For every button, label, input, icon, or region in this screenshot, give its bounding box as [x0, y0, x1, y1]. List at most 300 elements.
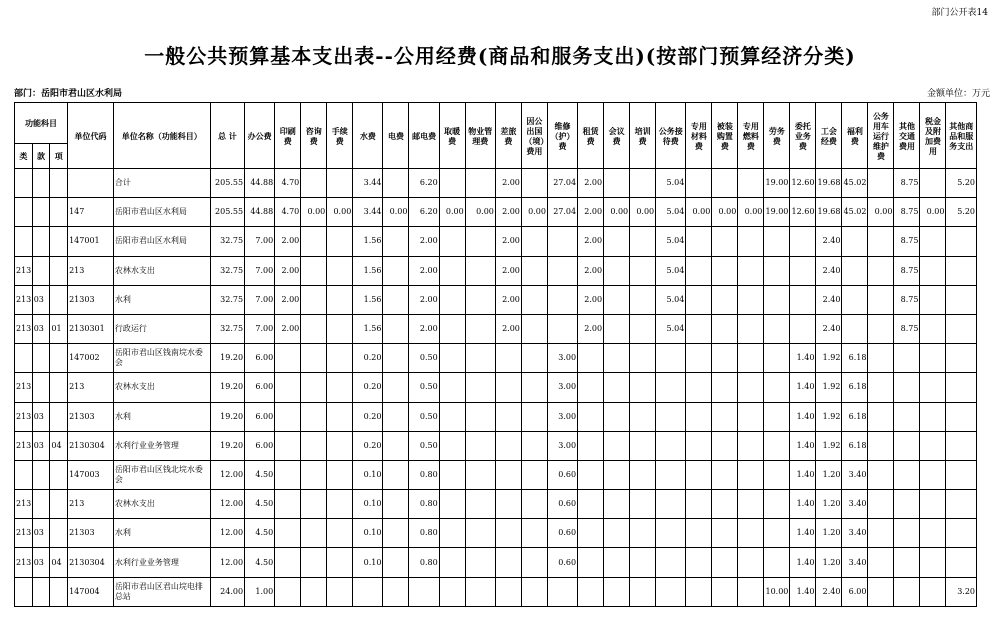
cell-value — [521, 227, 547, 256]
cell-value — [327, 373, 353, 402]
cell-value — [712, 344, 738, 373]
cell-value: 1.92 — [816, 344, 842, 373]
cell-value — [547, 227, 577, 256]
cell-value — [301, 344, 327, 373]
cell-value — [495, 344, 521, 373]
cell-value: 2.00 — [409, 314, 439, 343]
cell-value — [604, 577, 630, 606]
cell-value — [894, 460, 920, 489]
header-col: 税金及附加费用 — [920, 103, 946, 169]
cell-value — [868, 169, 894, 198]
header-col: 租赁费 — [578, 103, 604, 169]
cell-value — [547, 577, 577, 606]
cell-value — [712, 490, 738, 519]
cell-value: 1.56 — [353, 285, 383, 314]
cell-value: 3.00 — [547, 402, 577, 431]
cell-xiang: 04 — [50, 431, 68, 460]
header-col: 被装购置费 — [712, 103, 738, 169]
cell-value — [946, 519, 977, 548]
cell-value — [686, 431, 712, 460]
cell-value — [946, 285, 977, 314]
table-row — [15, 373, 977, 402]
table-row — [15, 431, 977, 460]
cell-lei — [15, 198, 33, 227]
cell-total: 19.20 — [210, 344, 244, 373]
cell-value — [868, 548, 894, 577]
cell-total: 19.20 — [210, 431, 244, 460]
cell-value — [842, 227, 868, 256]
cell-unit-code: 2130304 — [68, 431, 114, 460]
cell-value — [275, 548, 301, 577]
cell-kuan — [32, 577, 50, 606]
cell-value — [578, 460, 604, 489]
cell-value: 2.00 — [495, 256, 521, 285]
cell-value: 0.00 — [630, 198, 656, 227]
cell-value: 5.20 — [946, 169, 977, 198]
cell-value — [604, 373, 630, 402]
header-col: 福利费 — [842, 103, 868, 169]
cell-value — [521, 548, 547, 577]
cell-unit-code: 147002 — [68, 344, 114, 373]
cell-unit-name: 岳阳市君山区钱南垸水委会 — [113, 344, 210, 373]
cell-value — [764, 548, 790, 577]
cell-value: 8.75 — [894, 285, 920, 314]
cell-unit-name: 合计 — [113, 169, 210, 198]
cell-value: 5.04 — [656, 169, 686, 198]
table-row — [15, 169, 977, 198]
cell-value: 19.00 — [764, 169, 790, 198]
header-col: 委托业务费 — [790, 103, 816, 169]
cell-value: 0.00 — [465, 198, 495, 227]
cell-value — [712, 373, 738, 402]
cell-value: 7.00 — [245, 314, 275, 343]
header-xiang: 项 — [50, 144, 68, 169]
cell-value — [578, 402, 604, 431]
cell-value — [439, 577, 465, 606]
cell-value: 0.50 — [409, 431, 439, 460]
cell-value — [894, 519, 920, 548]
cell-value — [686, 519, 712, 548]
cell-lei: 213 — [15, 490, 33, 519]
cell-value: 6.20 — [409, 169, 439, 198]
cell-value — [604, 519, 630, 548]
cell-value: 2.00 — [495, 227, 521, 256]
cell-value — [275, 460, 301, 489]
cell-value: 6.18 — [842, 344, 868, 373]
cell-value: 8.75 — [894, 227, 920, 256]
cell-value: 0.10 — [353, 460, 383, 489]
cell-value: 2.00 — [495, 285, 521, 314]
cell-kuan — [32, 198, 50, 227]
cell-value — [521, 373, 547, 402]
cell-total: 205.55 — [210, 198, 244, 227]
cell-value — [383, 169, 409, 198]
cell-xiang: 04 — [50, 548, 68, 577]
header-col: 其他交通费用 — [894, 103, 920, 169]
cell-unit-code: 2130301 — [68, 314, 114, 343]
cell-value: 0.00 — [383, 198, 409, 227]
table-row — [15, 402, 977, 431]
cell-value — [738, 373, 764, 402]
cell-value — [521, 285, 547, 314]
cell-value: 0.10 — [353, 490, 383, 519]
header-lei: 类 — [15, 144, 33, 169]
cell-value — [946, 344, 977, 373]
cell-total: 12.00 — [210, 519, 244, 548]
cell-value: 8.75 — [894, 314, 920, 343]
cell-value: 4.50 — [245, 460, 275, 489]
cell-value — [738, 314, 764, 343]
cell-value: 6.00 — [842, 577, 868, 606]
cell-xiang — [50, 373, 68, 402]
cell-value — [920, 402, 946, 431]
cell-total: 12.00 — [210, 460, 244, 489]
cell-value: 0.00 — [712, 198, 738, 227]
cell-value — [868, 431, 894, 460]
cell-value — [920, 373, 946, 402]
cell-value: 5.04 — [656, 285, 686, 314]
cell-value: 2.00 — [495, 314, 521, 343]
cell-value — [275, 373, 301, 402]
cell-value: 1.40 — [790, 460, 816, 489]
cell-unit-code — [68, 169, 114, 198]
cell-value — [712, 460, 738, 489]
cell-value: 5.20 — [946, 198, 977, 227]
cell-value — [712, 314, 738, 343]
header-col: 培训费 — [630, 103, 656, 169]
cell-value — [946, 373, 977, 402]
header-col: 其他商品和服务支出 — [946, 103, 977, 169]
cell-value — [868, 344, 894, 373]
cell-value: 3.00 — [547, 344, 577, 373]
cell-value — [630, 519, 656, 548]
cell-value — [712, 227, 738, 256]
cell-value: 0.00 — [738, 198, 764, 227]
cell-value — [547, 285, 577, 314]
cell-value: 2.00 — [495, 198, 521, 227]
report-tag: 部门公开表14 — [931, 8, 988, 18]
header-col: 劳务费 — [764, 103, 790, 169]
cell-value: 2.00 — [275, 314, 301, 343]
cell-value — [686, 344, 712, 373]
cell-value — [383, 314, 409, 343]
cell-unit-code: 21303 — [68, 285, 114, 314]
cell-value — [439, 314, 465, 343]
cell-value: 2.40 — [816, 314, 842, 343]
cell-value — [712, 285, 738, 314]
cell-total: 12.00 — [210, 548, 244, 577]
cell-value — [495, 577, 521, 606]
cell-value — [327, 256, 353, 285]
cell-value — [868, 227, 894, 256]
cell-value — [439, 373, 465, 402]
cell-value: 1.20 — [816, 548, 842, 577]
cell-xiang — [50, 227, 68, 256]
cell-value — [521, 577, 547, 606]
header-col: 物业管理费 — [465, 103, 495, 169]
cell-value: 1.20 — [816, 460, 842, 489]
cell-value — [738, 285, 764, 314]
cell-value: 2.00 — [578, 227, 604, 256]
cell-value — [327, 519, 353, 548]
cell-value — [712, 402, 738, 431]
cell-xiang — [50, 402, 68, 431]
cell-value — [327, 285, 353, 314]
cell-value — [327, 548, 353, 577]
cell-value — [301, 373, 327, 402]
cell-value — [630, 314, 656, 343]
cell-kuan: 03 — [32, 431, 50, 460]
cell-value — [275, 519, 301, 548]
cell-value: 0.20 — [353, 402, 383, 431]
cell-value: 1.92 — [816, 402, 842, 431]
cell-total: 205.55 — [210, 169, 244, 198]
cell-value — [301, 169, 327, 198]
cell-value — [656, 577, 686, 606]
cell-value — [327, 314, 353, 343]
cell-xiang — [50, 519, 68, 548]
cell-value — [712, 548, 738, 577]
cell-value: 2.00 — [275, 256, 301, 285]
cell-value: 2.00 — [578, 198, 604, 227]
cell-value: 3.40 — [842, 490, 868, 519]
cell-kuan: 03 — [32, 402, 50, 431]
cell-value — [920, 490, 946, 519]
table-row — [15, 577, 977, 606]
cell-value — [521, 460, 547, 489]
table-row — [15, 460, 977, 489]
cell-value: 6.18 — [842, 373, 868, 402]
cell-value: 19.00 — [764, 198, 790, 227]
cell-value — [764, 344, 790, 373]
cell-value — [712, 169, 738, 198]
cell-value — [439, 227, 465, 256]
cell-value — [686, 373, 712, 402]
cell-value — [920, 256, 946, 285]
cell-value — [738, 431, 764, 460]
cell-value — [604, 344, 630, 373]
cell-value — [946, 548, 977, 577]
cell-value: 2.40 — [816, 227, 842, 256]
cell-value — [578, 577, 604, 606]
cell-value — [738, 227, 764, 256]
cell-value — [439, 431, 465, 460]
cell-value — [465, 285, 495, 314]
cell-value: 2.40 — [816, 285, 842, 314]
cell-value — [686, 227, 712, 256]
cell-lei: 213 — [15, 519, 33, 548]
cell-value: 5.04 — [656, 256, 686, 285]
cell-value — [842, 314, 868, 343]
cell-value — [604, 314, 630, 343]
cell-value: 0.60 — [547, 519, 577, 548]
cell-value: 45.02 — [842, 198, 868, 227]
cell-xiang — [50, 344, 68, 373]
cell-value: 10.00 — [764, 577, 790, 606]
cell-value: 44.88 — [245, 169, 275, 198]
cell-value — [630, 490, 656, 519]
cell-value — [301, 460, 327, 489]
cell-value — [465, 490, 495, 519]
header-total: 总 计 — [210, 103, 244, 169]
cell-value: 6.00 — [245, 431, 275, 460]
cell-value — [521, 431, 547, 460]
cell-value: 0.10 — [353, 519, 383, 548]
cell-kuan: 03 — [32, 519, 50, 548]
header-col: 因公出国（境）费用 — [521, 103, 547, 169]
cell-value — [521, 490, 547, 519]
cell-value: 2.40 — [816, 256, 842, 285]
cell-value — [383, 519, 409, 548]
cell-value: 4.70 — [275, 198, 301, 227]
cell-value — [465, 227, 495, 256]
cell-value — [738, 548, 764, 577]
table-row — [15, 519, 977, 548]
header-col: 取暖费 — [439, 103, 465, 169]
cell-value — [547, 256, 577, 285]
cell-value: 3.20 — [946, 577, 977, 606]
cell-value — [920, 431, 946, 460]
cell-value — [301, 227, 327, 256]
cell-total: 19.20 — [210, 373, 244, 402]
cell-value — [578, 490, 604, 519]
cell-value — [630, 577, 656, 606]
cell-xiang — [50, 490, 68, 519]
cell-lei: 213 — [15, 373, 33, 402]
cell-value — [383, 548, 409, 577]
cell-lei — [15, 577, 33, 606]
cell-value — [738, 256, 764, 285]
cell-value — [868, 490, 894, 519]
cell-value — [301, 402, 327, 431]
cell-value — [686, 285, 712, 314]
cell-value — [327, 344, 353, 373]
cell-xiang — [50, 577, 68, 606]
cell-value: 2.00 — [578, 314, 604, 343]
cell-value: 0.20 — [353, 373, 383, 402]
cell-value: 1.40 — [790, 373, 816, 402]
cell-value: 1.56 — [353, 314, 383, 343]
cell-value — [495, 490, 521, 519]
cell-value — [383, 577, 409, 606]
cell-value — [604, 285, 630, 314]
cell-value — [790, 314, 816, 343]
cell-value — [439, 519, 465, 548]
cell-value — [868, 256, 894, 285]
cell-value: 5.04 — [656, 227, 686, 256]
cell-value: 2.00 — [275, 227, 301, 256]
cell-value: 1.40 — [790, 577, 816, 606]
cell-value — [946, 431, 977, 460]
header-col: 会议费 — [604, 103, 630, 169]
cell-value — [439, 169, 465, 198]
cell-value — [301, 431, 327, 460]
cell-value — [920, 285, 946, 314]
amount-unit-label: 金额单位：万元 — [926, 89, 990, 99]
cell-value — [327, 431, 353, 460]
cell-value: 12.60 — [790, 169, 816, 198]
cell-value — [383, 402, 409, 431]
cell-value — [920, 460, 946, 489]
cell-value — [764, 314, 790, 343]
cell-value — [946, 402, 977, 431]
cell-value — [630, 169, 656, 198]
cell-lei: 213 — [15, 548, 33, 577]
department-label: 部门：岳阳市君山区水利局 — [14, 89, 123, 99]
cell-value — [712, 256, 738, 285]
table-row — [15, 548, 977, 577]
cell-value: 1.40 — [790, 402, 816, 431]
cell-value — [604, 256, 630, 285]
cell-unit-code: 213 — [68, 256, 114, 285]
header-col: 手续费 — [327, 103, 353, 169]
cell-lei — [15, 169, 33, 198]
cell-value: 1.40 — [790, 490, 816, 519]
header-col: 专用燃料费 — [738, 103, 764, 169]
cell-value — [656, 460, 686, 489]
cell-value: 27.04 — [547, 169, 577, 198]
cell-value: 1.00 — [245, 577, 275, 606]
cell-value: 2.00 — [495, 169, 521, 198]
cell-value — [465, 344, 495, 373]
cell-value: 8.75 — [894, 169, 920, 198]
cell-value — [790, 256, 816, 285]
page-title: 一般公共预算基本支出表--公用经费(商品和服务支出)(按部门预算经济分类) — [144, 44, 856, 68]
cell-value — [383, 373, 409, 402]
cell-value — [578, 373, 604, 402]
cell-value — [578, 519, 604, 548]
cell-value: 8.75 — [894, 256, 920, 285]
cell-value — [383, 256, 409, 285]
cell-value — [868, 402, 894, 431]
cell-value: 1.20 — [816, 519, 842, 548]
cell-lei: 213 — [15, 402, 33, 431]
cell-value — [465, 519, 495, 548]
cell-value — [439, 402, 465, 431]
cell-value: 1.92 — [816, 373, 842, 402]
cell-value — [946, 460, 977, 489]
cell-total: 24.00 — [210, 577, 244, 606]
cell-value: 3.00 — [547, 431, 577, 460]
cell-value — [686, 169, 712, 198]
cell-value: 0.00 — [301, 198, 327, 227]
cell-value — [656, 431, 686, 460]
cell-value — [521, 169, 547, 198]
header-col: 差旅费 — [495, 103, 521, 169]
cell-value — [764, 460, 790, 489]
cell-value — [521, 519, 547, 548]
cell-unit-name: 农林水支出 — [113, 490, 210, 519]
cell-value — [383, 431, 409, 460]
header-col: 办公费 — [245, 103, 275, 169]
cell-value: 1.40 — [790, 548, 816, 577]
cell-value: 6.00 — [245, 373, 275, 402]
cell-value: 0.50 — [409, 344, 439, 373]
header-col: 电费 — [383, 103, 409, 169]
cell-value — [686, 548, 712, 577]
cell-value — [327, 460, 353, 489]
cell-value: 0.20 — [353, 431, 383, 460]
cell-xiang — [50, 460, 68, 489]
cell-value: 1.56 — [353, 227, 383, 256]
cell-value — [630, 227, 656, 256]
cell-value — [764, 490, 790, 519]
cell-value — [301, 577, 327, 606]
cell-unit-name: 行政运行 — [113, 314, 210, 343]
cell-value: 3.44 — [353, 169, 383, 198]
cell-value — [656, 490, 686, 519]
cell-value: 0.00 — [604, 198, 630, 227]
